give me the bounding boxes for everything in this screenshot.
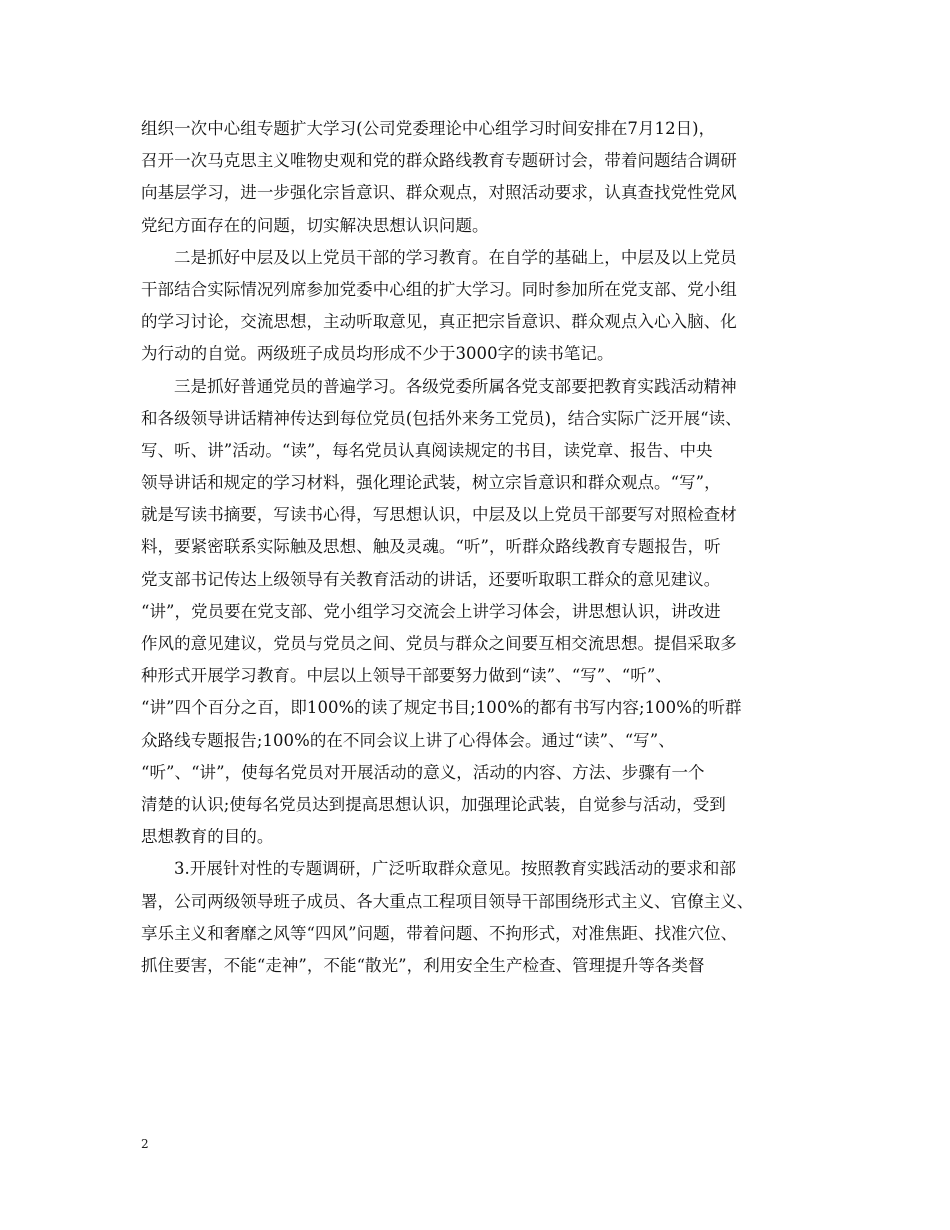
text-line: 写、听、讲”活动。“读”，每名党员认真阅读规定的书目，读党章、报告、中央: [141, 440, 713, 460]
text-line: 党纪方面存在的问题，切实解决思想认识问题。: [141, 215, 489, 235]
text-line: 组织一次中心组专题扩大学习(公司党委理论中心组学习时间安排在7月12日)，: [141, 119, 716, 138]
paragraph: [141, 371, 817, 854]
text-line: 抓住要害，不能“走神”，不能“散光”，利用安全生产检查、管理提升等各类督: [141, 955, 705, 975]
paragraph: [141, 113, 817, 242]
text-line: 二是抓好中层及以上党员干部的学习教育。在自学的基础上，中层及以上党员: [174, 247, 737, 267]
text-line: 思想教育的目的。: [141, 827, 274, 847]
text-line: 众路线专题报告;100%的在不同会议上讲了心得体会。通过“读”、“写”、: [141, 730, 675, 750]
page-number: 2: [141, 1137, 149, 1151]
text-line: 干部结合实际情况列席参加党委中心组的扩大学习。同时参加所在党支部、党小组: [141, 279, 737, 299]
text-line: 向基层学习，进一步强化宗旨意识、群众观点，对照活动要求，认真查找党性党风: [141, 183, 737, 203]
text-line: 3.开展针对性的专题调研，广泛听取群众意见。按照教育实践活动的要求和部: [174, 859, 736, 879]
text-line: 享乐主义和奢靡之风等“四风”问题，带着问题、不拘形式，对准焦距、找准穴位、: [141, 923, 738, 943]
document-body: [141, 113, 817, 982]
text-line: 料，要紧密联系实际触及思想、触及灵魂。“听”，听群众路线教育专题报告，听: [141, 537, 721, 557]
text-line: “讲”，党员要在党支部、党小组学习交流会上讲学习体会，讲思想认识，讲改进: [141, 601, 721, 621]
paragraph: [141, 853, 817, 982]
text-line: 领导讲话和规定的学习材料，强化理论武装，树立宗旨意识和群众观点。“写”，: [141, 473, 721, 493]
text-line: 召开一次马克思主义唯物史观和党的群众路线教育专题研讨会，带着问题结合调研: [141, 151, 737, 171]
text-line: 为行动的自觉。两级班子成员均形成不少于3000字的读书笔记。: [141, 344, 614, 364]
text-line: 的学习讨论，交流思想，主动听取意见，真正把宗旨意识、群众观点入心入脑、化: [141, 312, 737, 332]
text-line: “讲”四个百分之百，即100%的读了规定书目;100%的都有书写内容;100%的听群: [141, 698, 742, 718]
text-line: 作风的意见建议，党员与党员之间、党员与群众之间要互相交流思想。提倡采取多: [141, 634, 737, 653]
text-line: 清楚的认识;使每名党员达到提高思想认识，加强理论武装，自觉参与活动，受到: [141, 794, 726, 814]
text-line: “听”、“讲”，使每名党员对开展活动的意义，活动的内容、方法、步骤有一个: [141, 762, 705, 782]
text-line: 和各级领导讲话精神传达到每位党员(包括外来务工党员)，结合实际广泛开展“读、: [141, 408, 742, 428]
paragraph: [141, 242, 817, 371]
text-line: 种形式开展学习教育。中层以上领导干部要努力做到“读”、“写”、“听”、: [141, 666, 672, 686]
text-line: 就是写读书摘要，写读书心得，写思想认识，中层及以上党员干部要写对照检查材: [141, 505, 737, 525]
text-line: 党支部书记传达上级领导有关教育活动的讲话，还要听取职工群众的意见建议。: [141, 569, 721, 589]
text-line: 三是抓好普通党员的普遍学习。各级党委所属各党支部要把教育实践活动精神: [174, 376, 737, 396]
text-line: 署，公司两级领导班子成员、各大重点工程项目领导干部围绕形式主义、官僚主义、: [141, 891, 754, 911]
